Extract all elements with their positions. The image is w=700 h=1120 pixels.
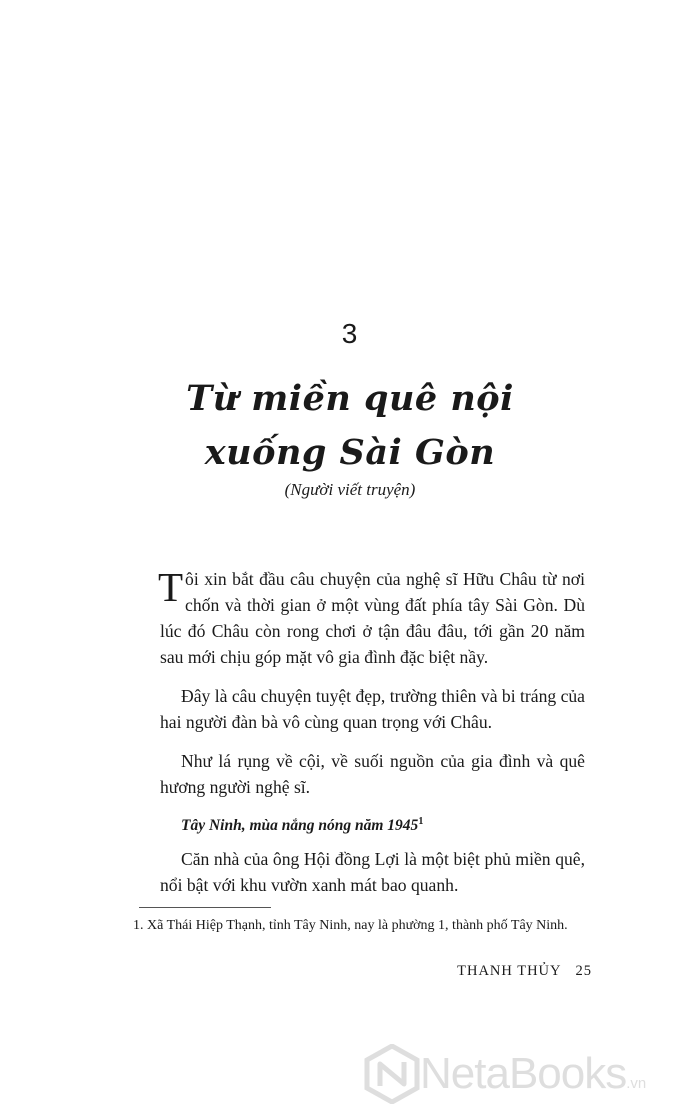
chapter-number: 3	[341, 318, 359, 349]
page-footer	[457, 963, 592, 980]
section-heading-text: Tây Ninh, mùa nắng nóng năm 1945	[181, 817, 419, 835]
netabooks-logo-icon	[364, 1044, 420, 1104]
chapter-title-line-1: Từ miền quê nội	[186, 378, 514, 419]
chapter-subtitle: (Người viết truyện)	[284, 480, 416, 499]
drop-cap: T	[158, 564, 184, 610]
body-text-top	[160, 566, 585, 813]
paragraph-4: Căn nhà của ông Hội đồng Lợi là một biệt phủ miền quê, nổi bật với khu vườn xanh mát bao quanh.	[160, 849, 585, 895]
footnote: 1. Xã Thái Hiệp Thạnh, tỉnh Tây Ninh, nay là phường 1, thành phố Tây Ninh.	[133, 918, 568, 933]
section-heading	[181, 816, 423, 835]
watermark	[364, 1044, 646, 1104]
footnote-ref: 1	[418, 816, 424, 827]
footnote-rule	[139, 907, 271, 908]
paragraph-3: Như lá rụng về cội, về suối nguồn của gia đình và quê hương người nghệ sĩ.	[160, 751, 585, 797]
chapter-title-line-2: xuống Sài Gòn	[204, 432, 496, 473]
page-number: 25	[575, 963, 592, 979]
footer-author: THANH THỦY	[457, 963, 562, 979]
chapter-title	[0, 372, 700, 480]
paragraph-2: Đây là câu chuyện tuyệt đẹp, trường thiên và bi tráng của hai người đàn bà vô cùng quan trọng với Châu.	[160, 686, 585, 732]
paragraph-1-text: ôi xin bắt đầu câu chuyện của nghệ sĩ Hữu Châu từ nơi chốn và thời gian ở một vùng đất phía tây Sài Gòn. Dù lúc đó Châu còn rong chơi ở tận đâu đâu, tới gần 20 năm sau mới chịu góp mặt vô gia đình đặc biệt nầy.	[160, 569, 585, 667]
watermark-suffix: .vn	[626, 1074, 647, 1092]
watermark-brand: NetaBooks	[420, 1049, 627, 1098]
paragraph-1	[160, 566, 585, 670]
body-text-bottom	[160, 846, 585, 911]
